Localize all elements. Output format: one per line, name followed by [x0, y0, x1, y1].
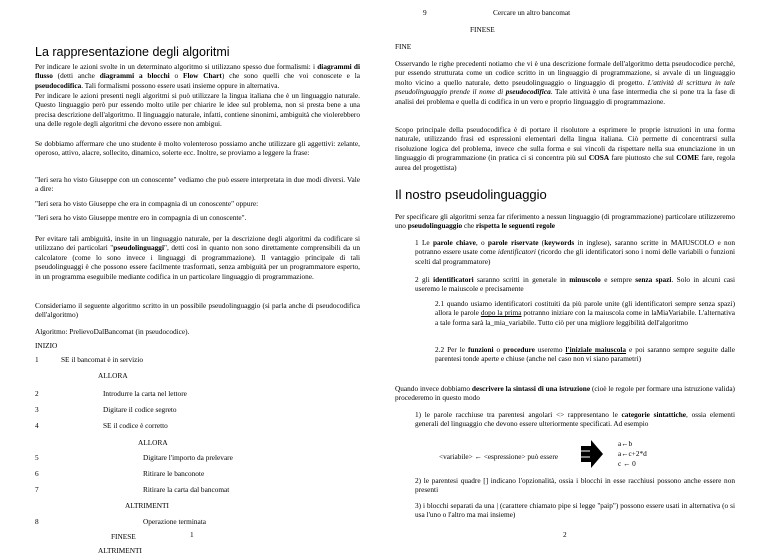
page-number: 1	[190, 530, 194, 539]
keyword-altrimenti: ALTRIMENTI	[125, 501, 169, 510]
step-text: Ritirare la carta dal bancomat	[143, 485, 230, 494]
algorithm-name: Algoritmo: PrelievoDalBancomat (in pseudocodice).	[35, 327, 190, 336]
step-number: 1	[35, 355, 39, 364]
left-paragraph-1: Per indicare le azioni svolte in un determinato algoritmo si utilizzano spesso due formalismi: i diagrammi di flusso (detti anche diagrammi a blocchi o Flow Chart) che sono quelli che voi conoscete e la pseudocodifica. Tali formalismi possono essere usati insieme oppure in alternativa.	[35, 62, 360, 90]
keyword-inizio: INIZIO	[35, 341, 58, 350]
keyword-finese: FINESE	[111, 532, 136, 541]
assignment-example: a←b	[618, 439, 633, 448]
assignment-example: a←c+2*d	[618, 448, 647, 458]
left-paragraph-5: "Ieri sera ho visto Giuseppe che era in compagnia di un conoscente" oppure:	[35, 199, 259, 208]
rule-2-2: 2.2 Per le funzioni o procedure useremo l'iniziale maiuscola e poi saranno sempre seguite dalle parentesi tonde aperte e chiuse (anche nel caso non vi siano parametri)	[435, 345, 736, 364]
keyword-finese: FINESE	[470, 25, 495, 34]
left-paragraph-7: Per evitare tali ambiguità, insite in un linguaggio naturale, per la descrizione degli algoritmi da codificare si utilizzano dei particolari "pseudolinguaggi", detti così in quanto non sono direttamente comprensibili da un calcolatore (come lo sono invece i linguaggi di programmazione). Il vantaggio principale di tali pseudolinguaggi è che possono essere facilmente trasformati, senza ambiguità per un programmatore esperto, in un programma eseguibile mediante codifica in un particolare linguaggio di programmazione.	[35, 234, 360, 281]
syntax-example: <variabile> ← <espressione> può essere	[439, 452, 558, 461]
right-paragraph-2: Scopo principale della pseudocodifica è di portare il risolutore a esprimere le proprie istruzioni in una forma naturale, utilizzando frasi ed espressioni elementari della lingua italiana. Ciò permette di concentrarsi sulla risoluzione logica del problema, invece che sulla forma e sui vincoli da rispettare nella sua enunciazione in un linguaggio di programmazione (in pratica ci si concentra più sul COSA fare piuttosto che sul COME fare, regola aurea del progettista)	[395, 125, 735, 172]
syntax-rule-1: 1) le parole racchiuse tra parentesi angolari <> rappresentano le categorie sintattiche, ossia elementi generali del linguaggio che devono essere ulteriormente specificati. Ad esempio	[415, 410, 735, 429]
rule-2-1: 2.1 quando usiamo identificatori costituiti da più parole unite (gli identificatori sempre senza spazi) allora le parole dopo la prima potranno iniziare con la maiuscola come in laMiaVariabile. L'alternativa a tale forma sarà la_mia_variabile. Tutto ciò per una migliore leggibilità dell'algoritmo	[435, 299, 736, 327]
right-title: Il nostro pseudolinguaggio	[395, 187, 547, 202]
right-paragraph-3: Per specificare gli algoritmi senza far riferimento a nessun linguaggio (di programmazione) particolare utilizzeremo uno pseudolinguaggio che rispetta le seguenti regole	[395, 212, 735, 231]
rule-2: 2 gli identificatori saranno scritti in generale in minuscolo e sempre senza spazi. Solo in alcuni casi useremo le maiuscole e precisamente	[415, 275, 735, 294]
syntax-rule-2: 2) le parentesi quadre [] indicano l'opzionalità, ossia i blocchi in esse racchiusi possono anche essere non presenti	[415, 476, 735, 495]
step-text: Cercare un altro bancomat	[493, 8, 571, 17]
keyword-fine: FINE	[395, 42, 412, 51]
step-text: Digitare il codice segreto	[103, 405, 177, 414]
keyword-allora: ALLORA	[98, 371, 128, 380]
right-page	[395, 0, 735, 543]
step-number: 8	[35, 517, 39, 526]
step-text: Digitare l'importo da prelevare	[143, 453, 233, 462]
step-number: 7	[35, 485, 39, 494]
left-paragraph-8: Consideriamo il seguente algoritmo scritto in un possibile pseudolinguaggio (si parla anche di pseudocodifica dell'algoritmo)	[35, 301, 360, 320]
step-text: Introdurre la carta nel lettore	[103, 389, 187, 398]
step-number: 4	[35, 421, 39, 430]
branch-arrow-icon	[581, 440, 603, 468]
step-text: SE il bancomat è in servizio	[61, 355, 144, 364]
keyword-altrimenti: ALTRIMENTI	[98, 546, 142, 555]
page-number: 2	[563, 530, 567, 539]
assignment-example: c ← 0	[618, 458, 636, 468]
step-number: 5	[35, 453, 39, 462]
right-paragraph-4: Quando invece dobbiamo descrivere la sintassi di una istruzione (cioè le regole per formare una istruzione valida) procederemo in questo modo	[395, 384, 735, 403]
keyword-allora: ALLORA	[138, 438, 168, 447]
left-paragraph-2: Per indicare le azioni presenti negli algoritmi si può utilizzare la lingua italiana che è un linguaggio naturale. Questo linguaggio però pur essendo molto utile per chiarire le idee sul problema, non si presta bene a una precisa descrizione dell'algoritmo. Il linguaggio naturale, infatti, contiene sinonimi, ambiguità che violerebbero una delle regole degli algoritmi che devono essere non ambigui.	[35, 91, 360, 129]
left-paragraph-6: "Ieri sera ho visto Giuseppe mentre ero in compagnia di un conoscente".	[35, 213, 247, 222]
left-paragraph-3: Se dobbiamo affermare che uno studente è molto volenteroso possiamo anche utilizzare gli aggettivi: zelante, operoso, attivo, alacre, sollecito, dinamico, solerte ecc. Inoltre, se proviamo a leggere la frase:	[35, 139, 360, 158]
step-number: 2	[35, 389, 39, 398]
step-number: 6	[35, 469, 39, 478]
left-page	[35, 0, 360, 555]
syntax-rule-3: 3) i blocchi separati da una | (carattere chiamato pipe si legge "paip") possono essere usati in alternativa (o si usa l'uno o l'altro ma mai insieme)	[415, 501, 735, 520]
step-number: 9	[423, 8, 427, 17]
right-paragraph-1: Osservando le righe precedenti notiamo che vi è una descrizione formale dell'algoritmo detta pseudocodice perché, pur essendo strutturata come un codice scritto in un linguaggio di programmazione, si avvale di un linguaggio molto vicino a quello naturale, detto pseudolinguaggio o linguaggio di progetto. L'attività di scrittura in tale pseudolinguaggio prende il nome di pseudocodifica. Tale attività è una fase intermedia che si pone tra la fase di analisi dei problema e quella di codifica in un vero e proprio linguaggio di programmazione.	[395, 59, 735, 106]
step-text: Ritirare le banconote	[143, 469, 205, 478]
left-paragraph-4: "Ieri sera ho visto Giuseppe con un conoscente" vediamo che può essere interpretata in due modi diversi. Vale a dire:	[35, 175, 360, 194]
left-title: La rappresentazione degli algoritmi	[35, 45, 230, 59]
rule-1: 1 Le parole chiave, o parole riservate (keywords in inglese), saranno scritte in MAIUSCOLO e non potranno essere usate come identificatori (ricordo che gli identificatori sono i nomi delle variabili o funzioni scelti dal programmatore)	[415, 238, 735, 266]
step-number: 3	[35, 405, 39, 414]
assignment-examples	[618, 439, 647, 469]
step-text: Operazione terminata	[143, 517, 207, 526]
step-text: SE il codice è corretto	[103, 421, 168, 430]
